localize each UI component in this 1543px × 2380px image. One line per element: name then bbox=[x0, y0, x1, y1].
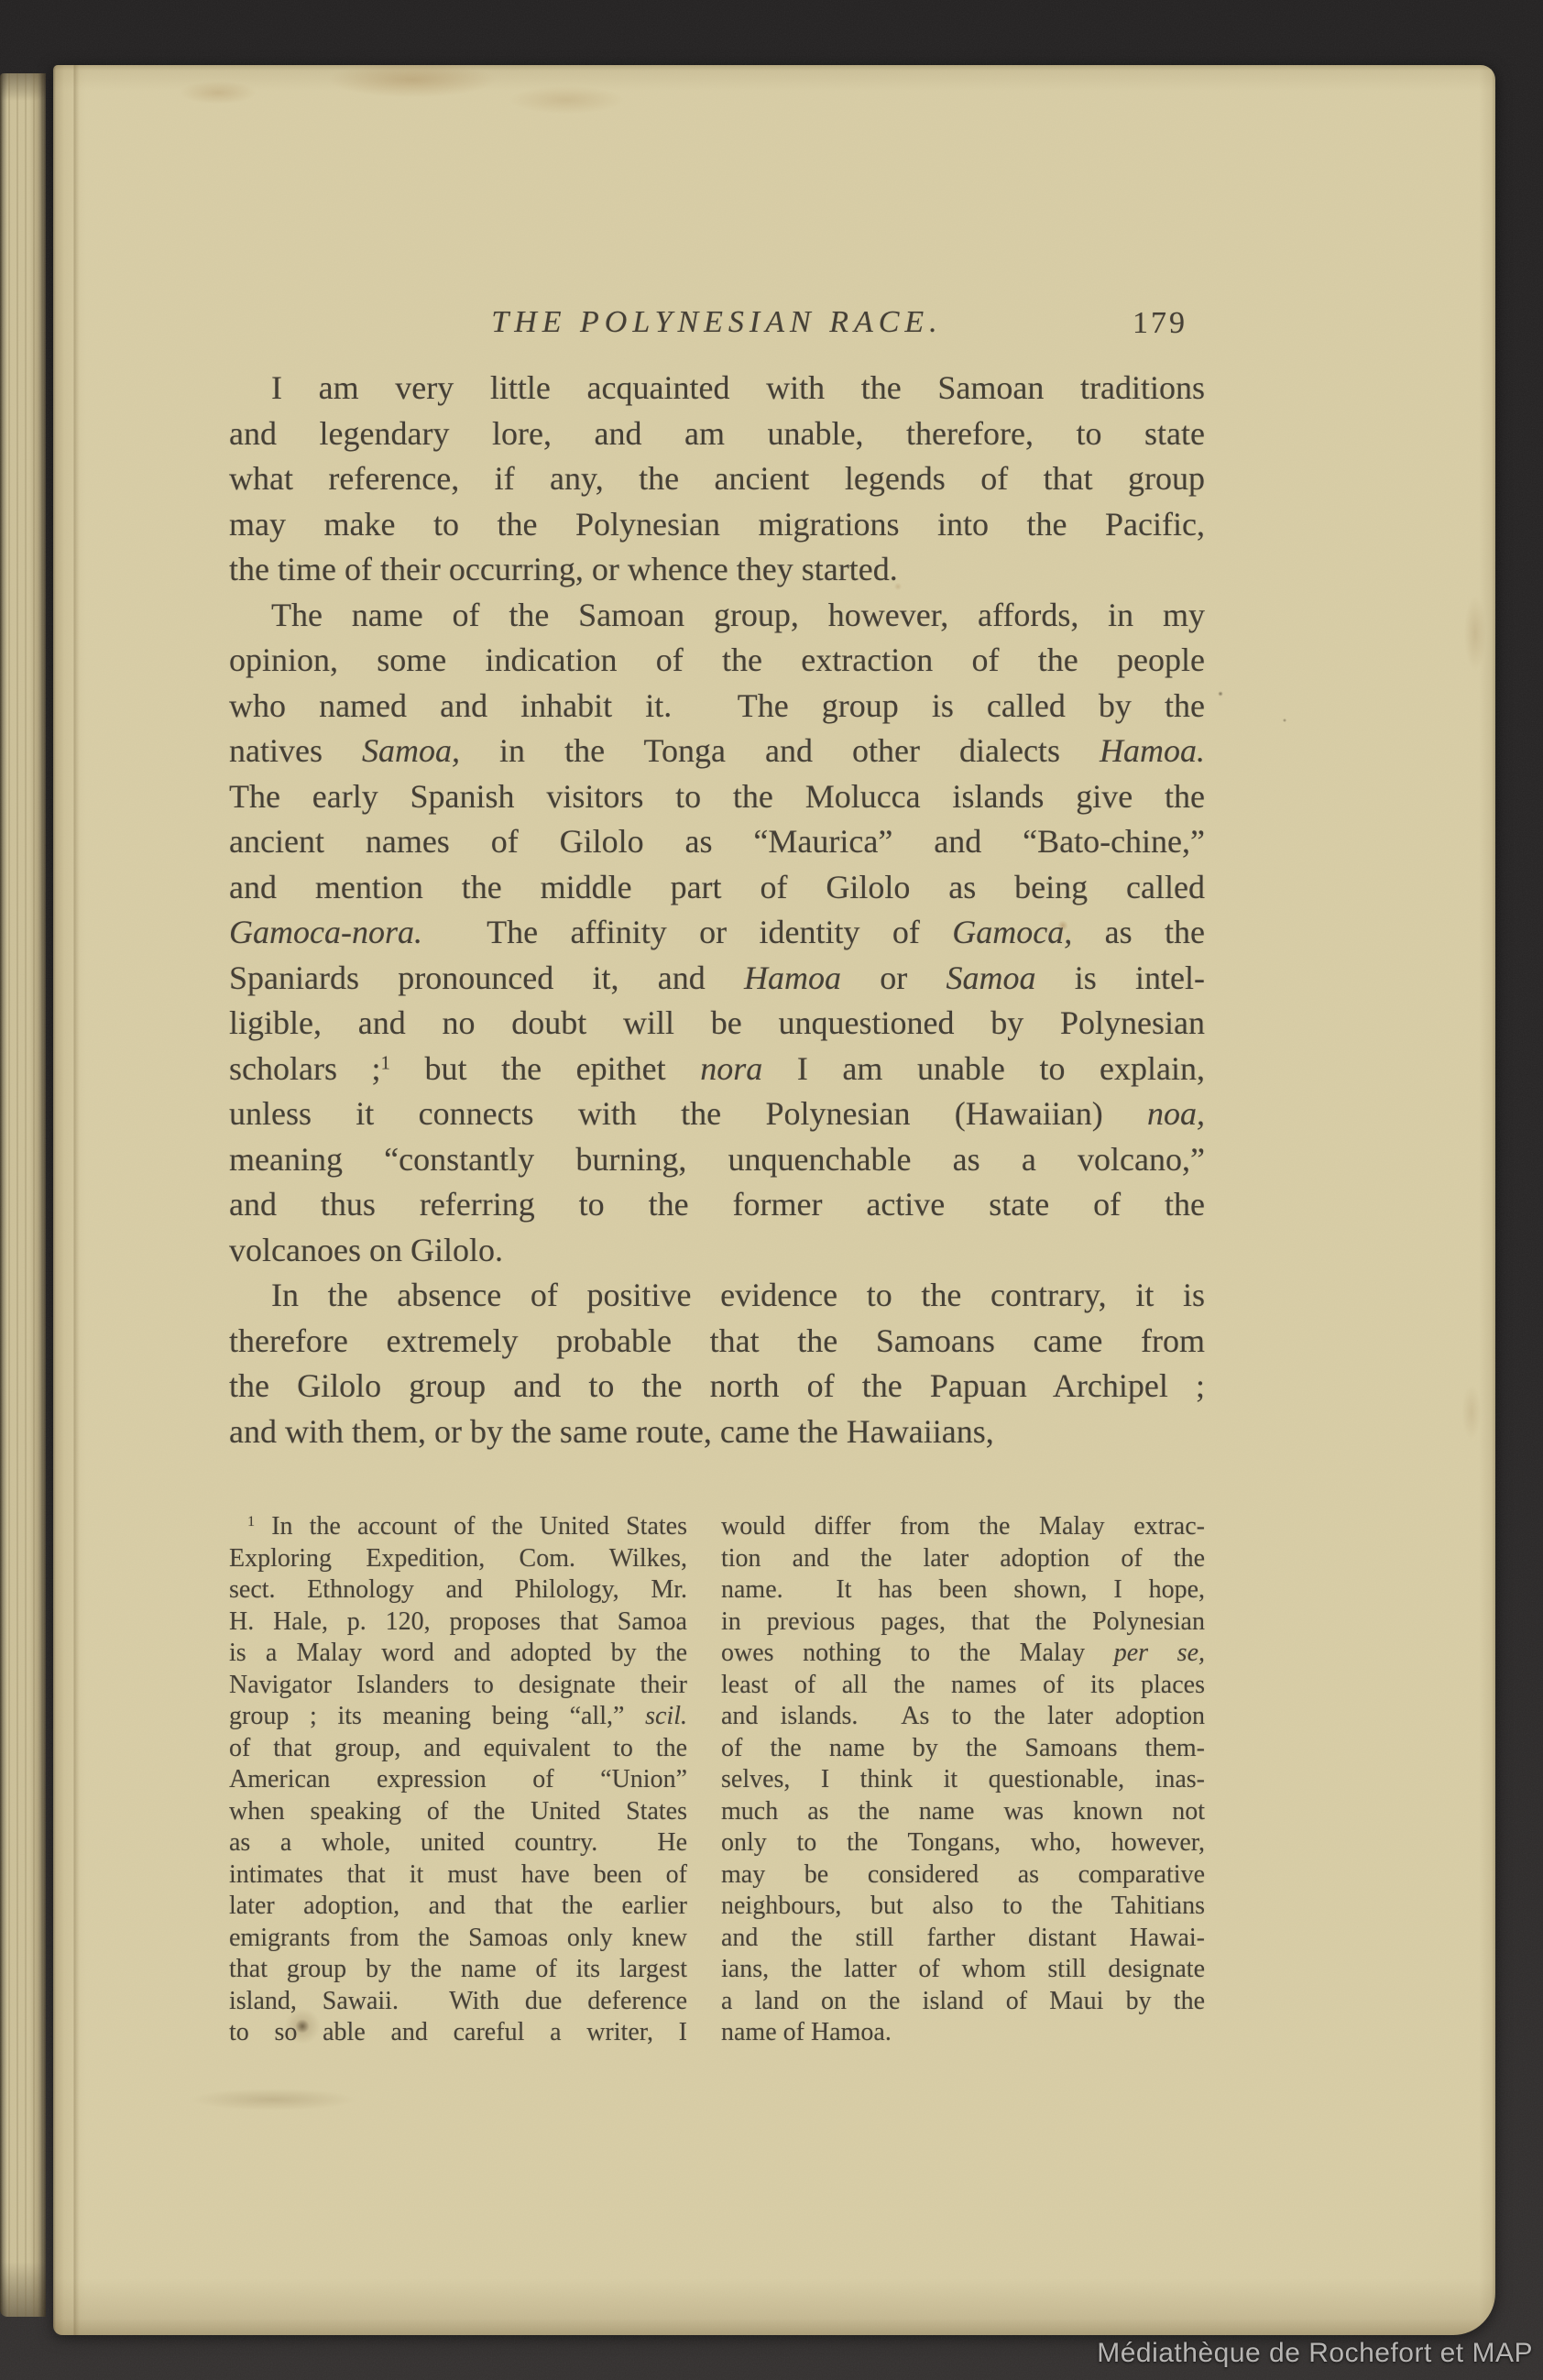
text-line: volcanoes on Gilolo. bbox=[229, 1231, 503, 1268]
text-line: in previous pages, that the Polynesian bbox=[721, 1607, 1205, 1636]
body-paragraph bbox=[229, 593, 1205, 1274]
page-header bbox=[229, 305, 1205, 345]
text-line: emigrants from the Samoas only knew bbox=[229, 1923, 687, 1952]
text-line: The name of the Samoan group, however, affords, in my bbox=[271, 596, 1205, 633]
text-line: and islands. As to the later adoption bbox=[721, 1702, 1205, 1730]
previous-page-edge bbox=[0, 73, 46, 2317]
text-line: H. Hale, p. 120, proposes that Samoa bbox=[229, 1607, 687, 1636]
text-line: least of all the names of its places bbox=[721, 1670, 1205, 1699]
text-line: name. It has been shown, I hope, bbox=[721, 1575, 1205, 1604]
text-line: name of Hamoa. bbox=[721, 2018, 892, 2046]
text-line: I am very little acquainted with the Samoan traditions bbox=[271, 369, 1205, 406]
text-line: is a Malay word and adopted by the bbox=[229, 1639, 687, 1667]
text-line: and thus referring to the former active state of the bbox=[229, 1186, 1205, 1223]
text-line: ians, the latter of whom still designate bbox=[721, 1955, 1205, 1983]
text-line: owes nothing to the Malay per se, bbox=[721, 1639, 1206, 1667]
text-line: may make to the Polynesian migrations into the Pacific, bbox=[229, 505, 1205, 543]
text-line: The early Spanish visitors to the Molucca islands give the bbox=[229, 777, 1205, 815]
text-line: American expression of “Union” bbox=[229, 1765, 687, 1793]
footnote-column-left bbox=[229, 1511, 687, 2049]
text-line: sect. Ethnology and Philology, Mr. bbox=[229, 1575, 687, 1604]
library-watermark: Médiathèque de Rochefort et MAP bbox=[1097, 2338, 1533, 2368]
text-line: much as the name was known not bbox=[721, 1796, 1205, 1826]
text-line: later adoption, and that the earlier bbox=[229, 1892, 687, 1920]
text-line: ancient names of Gilolo as “Maurica” and “Bato-chine,” bbox=[229, 823, 1205, 860]
text-line: what reference, if any, the ancient legends of that group bbox=[229, 460, 1205, 497]
page-number: 179 bbox=[1133, 306, 1187, 340]
text-line: the Gilolo group and to the north of the Papuan Archipel ; bbox=[229, 1367, 1205, 1404]
text-line: therefore extremely probable that the Samoans came from bbox=[229, 1322, 1205, 1359]
text-line: of the name by the Samoans them- bbox=[721, 1733, 1205, 1762]
text-line: the time of their occurring, or whence they started. bbox=[229, 551, 898, 587]
book-page bbox=[53, 65, 1495, 2335]
text-line: unless it connects with the Polynesian (Hawaiian) noa, bbox=[229, 1095, 1205, 1132]
text-line: In the absence of positive evidence to the contrary, it is bbox=[271, 1277, 1205, 1313]
text-line: Spaniards pronounced it, and Hamoa or Samoa is intel- bbox=[229, 959, 1205, 996]
text-line: island, Sawaii. With due deference bbox=[229, 1986, 687, 2015]
text-line: who named and inhabit it. The group is called by the bbox=[229, 686, 1205, 724]
body-paragraph bbox=[229, 1273, 1205, 1454]
text-line: of that group, and equivalent to the bbox=[229, 1733, 687, 1762]
text-line: ligible, and no doubt will be unquestioned by Polynesian bbox=[229, 1004, 1205, 1041]
text-line: as a whole, united country. He bbox=[229, 1828, 687, 1857]
body-paragraph bbox=[229, 366, 1205, 593]
text-line: intimates that it must have been of bbox=[229, 1859, 687, 1889]
text-line: that group by the name of its largest bbox=[229, 1955, 687, 1983]
body-text bbox=[229, 366, 1205, 1454]
text-line: and mention the middle part of Gilolo as being called bbox=[229, 868, 1205, 905]
text-line: and legendary lore, and am unable, therefore, to state bbox=[229, 414, 1205, 452]
text-line: selves, I think it questionable, inas- bbox=[721, 1765, 1205, 1793]
text-line: Exploring Expedition, Com. Wilkes, bbox=[229, 1543, 687, 1573]
text-line: may be considered as comparative bbox=[721, 1859, 1205, 1889]
text-line: a land on the island of Maui by the bbox=[721, 1986, 1205, 2015]
text-line: would differ from the Malay extrac- bbox=[721, 1512, 1205, 1541]
text-line: when speaking of the United States bbox=[229, 1796, 687, 1826]
footnote-column-right bbox=[721, 1511, 1205, 2049]
text-line: tion and the later adoption of the bbox=[721, 1543, 1205, 1573]
text-line: Gamoca-nora. The affinity or identity of Gamoca, as the bbox=[229, 914, 1206, 950]
text-line: and the still farther distant Hawai- bbox=[721, 1923, 1205, 1952]
text-line: only to the Tongans, who, however, bbox=[721, 1828, 1205, 1857]
text-line: opinion, some indication of the extraction of the people bbox=[229, 642, 1205, 678]
text-line: and with them, or by the same route, came the Hawaiians, bbox=[229, 1412, 994, 1450]
text-line: neighbours, but also to the Tahitians bbox=[721, 1892, 1205, 1920]
text-line: meaning “constantly burning, unquenchable as a volcano,” bbox=[229, 1140, 1205, 1178]
running-title: THE POLYNESIAN RACE. bbox=[491, 305, 943, 339]
text-line: natives Samoa, in the Tonga and other dialects Hamoa. bbox=[229, 732, 1205, 769]
text-line: $^1$ In the account of the United States bbox=[247, 1512, 687, 1541]
text-line: Navigator Islanders to designate their bbox=[229, 1670, 687, 1699]
text-line: scholars ;$^1$ but the epithet nora I am unable to explain, bbox=[229, 1049, 1206, 1087]
text-line: to so able and careful a writer, I bbox=[229, 2018, 687, 2046]
text-line: group ; its meaning being “all,” scil. bbox=[229, 1702, 687, 1730]
